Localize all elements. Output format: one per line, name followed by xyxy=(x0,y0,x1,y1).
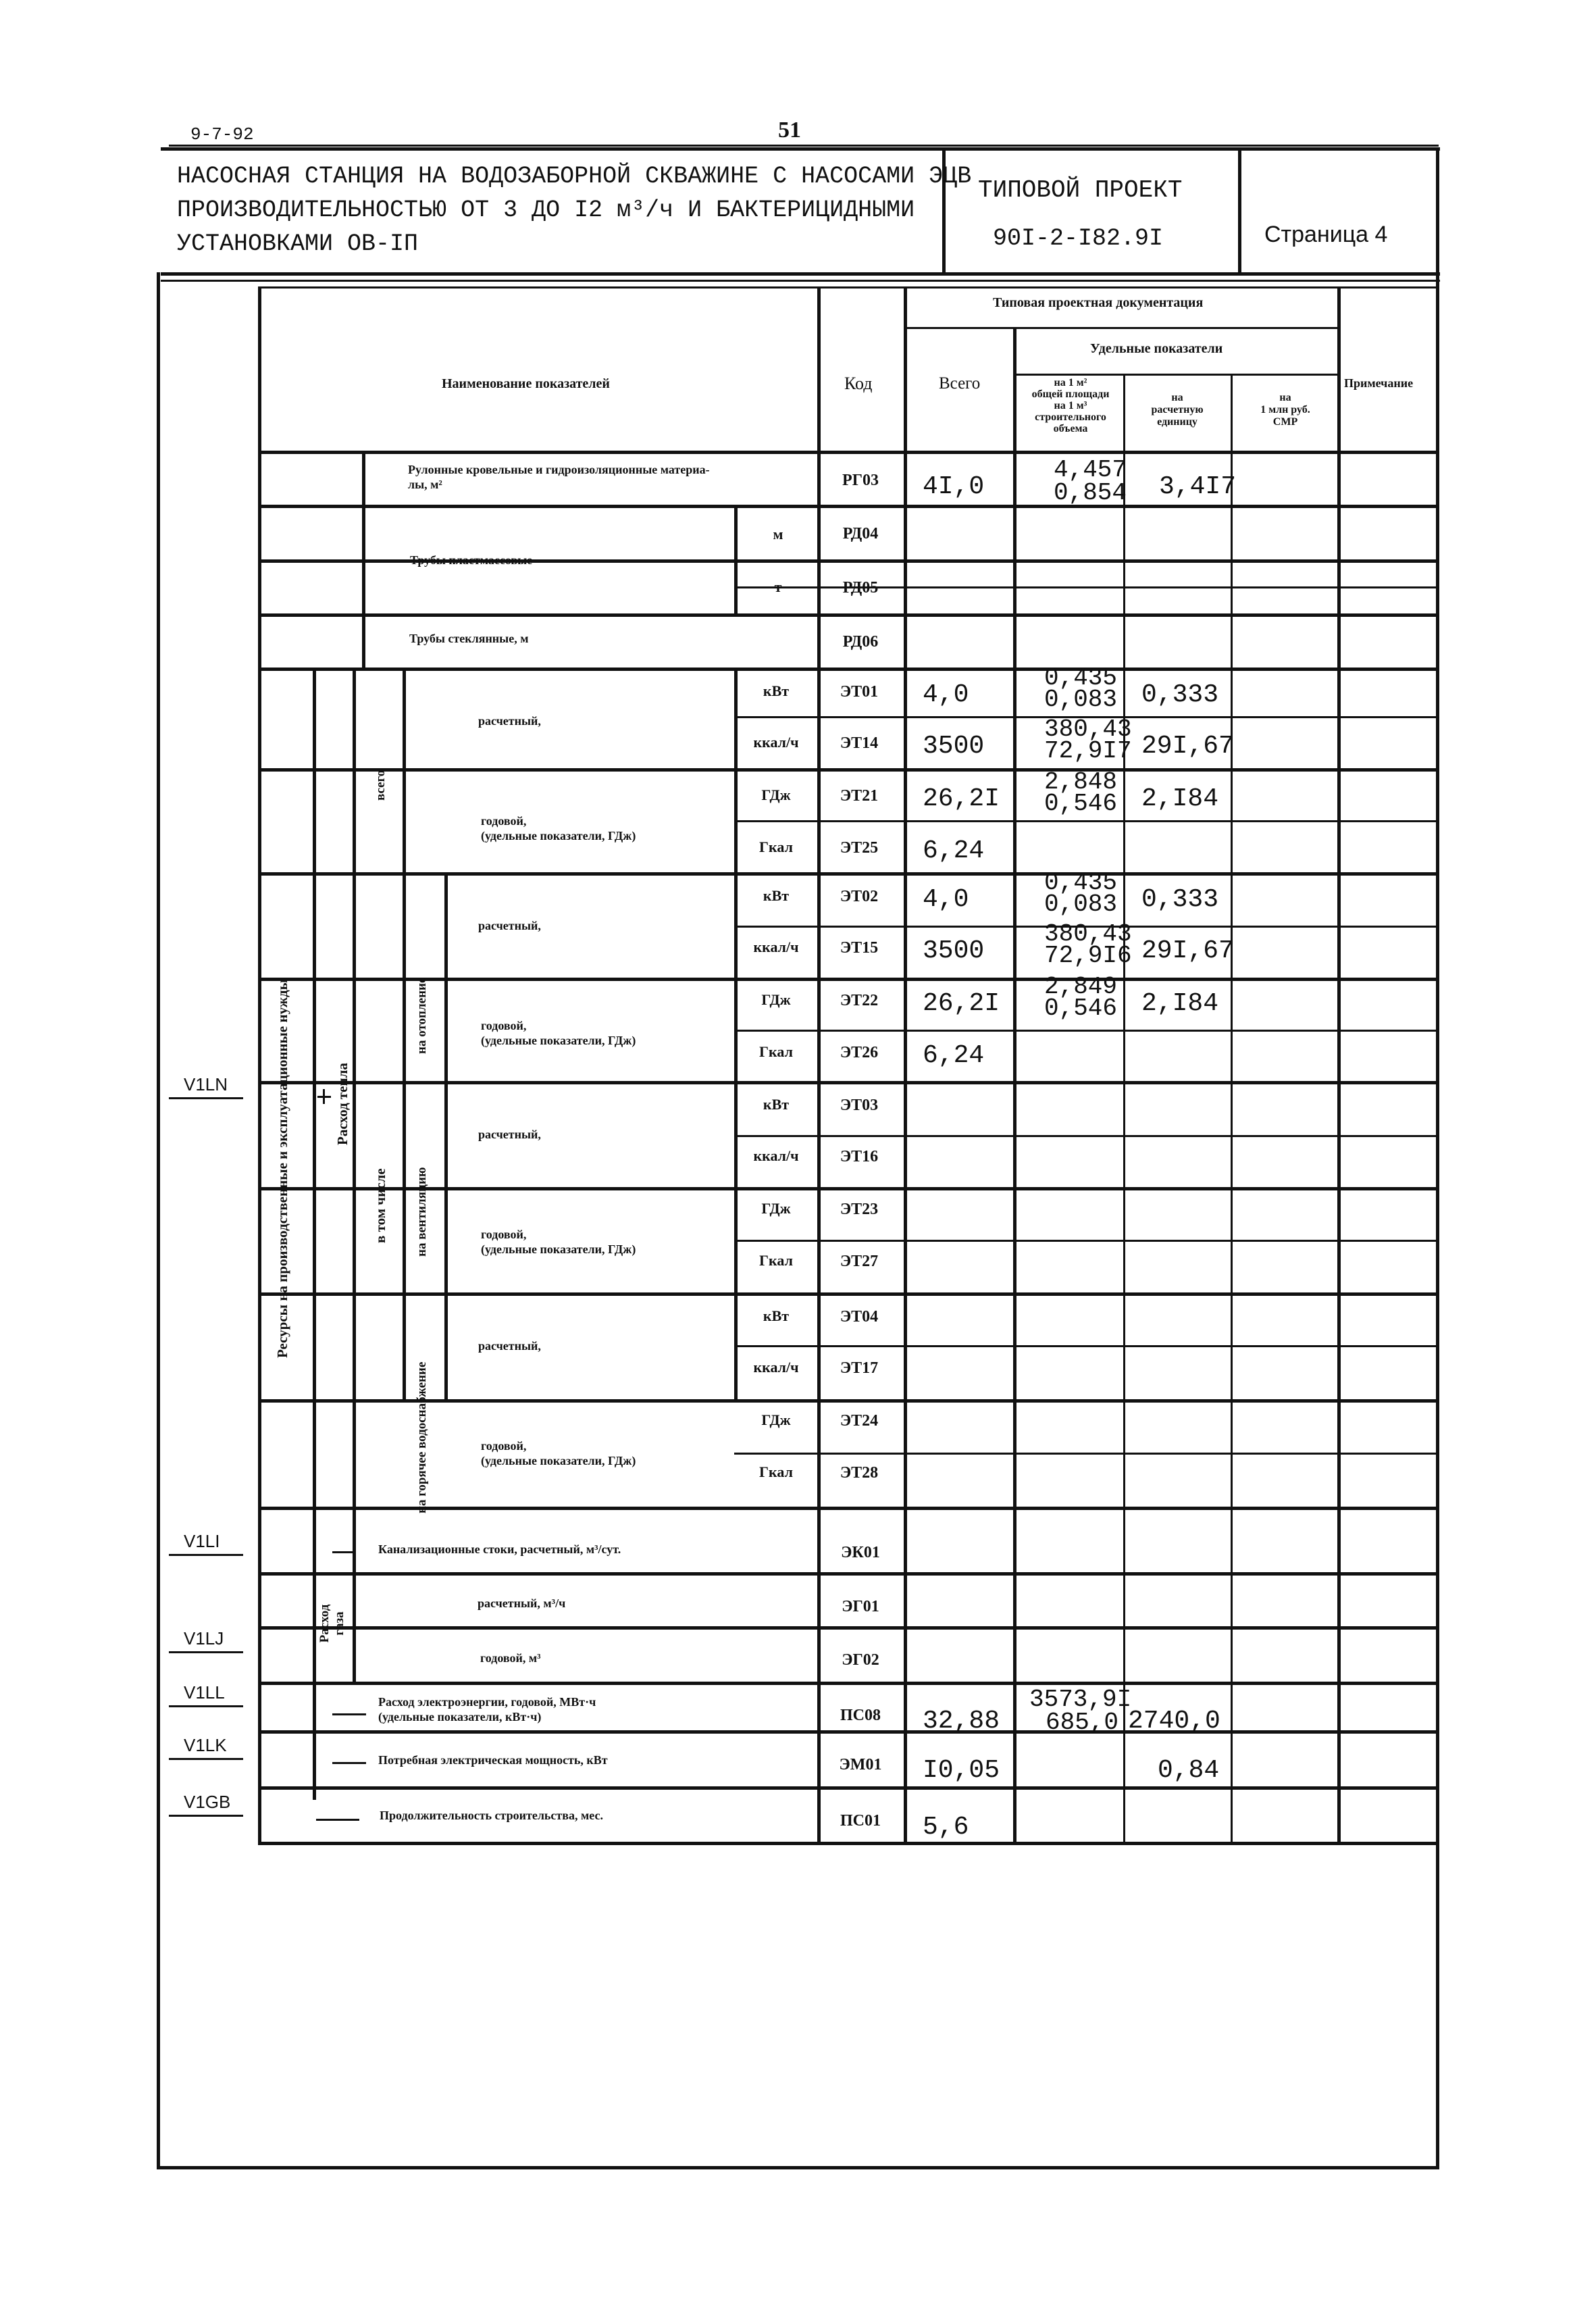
grid-line xyxy=(258,1572,1436,1576)
grid-line xyxy=(734,1135,1436,1137)
side-code-underline xyxy=(169,1815,243,1817)
roofing-per-unit: 3,4I7 xyxy=(1159,472,1237,501)
grid-line xyxy=(258,1292,1436,1296)
code-eg02: ЭГ02 xyxy=(842,1651,879,1669)
grid-line xyxy=(403,668,406,1399)
grid-line xyxy=(353,668,356,1572)
grid-line xyxy=(444,872,448,1399)
code-cell: ЭТ17 xyxy=(840,1359,879,1377)
power-total: I0,05 xyxy=(923,1756,1000,1785)
header-code: Код xyxy=(844,374,873,393)
group-label-heat_hotwater: на горячее водоснабжение xyxy=(415,1361,429,1513)
electricity-area-top: 3573,9I xyxy=(1029,1686,1132,1713)
unit-cell: Гкал xyxy=(759,1463,793,1480)
group-label-heat_vent: на вентиляцию xyxy=(415,1167,429,1257)
frame-right xyxy=(1436,272,1439,2169)
glass-pipes-label: Трубы стеклянные, м xyxy=(409,632,529,645)
header-note: Примечание xyxy=(1344,376,1414,390)
code-cell: ЭТ16 xyxy=(840,1148,879,1165)
code-cell: ЭТ24 xyxy=(840,1412,879,1430)
unit-cell: ГДж xyxy=(761,786,791,803)
project-number: 90I-2-I82.9I xyxy=(993,225,1164,252)
total-cell: 26,2I xyxy=(923,989,1000,1018)
unit-cell: кВт xyxy=(763,682,790,699)
electricity-label: Расход электроэнергии, годовой, МВт·ч (удельные показатели, кВт·ч) xyxy=(378,1695,596,1724)
header-per-mln: на 1 млн руб. СМР xyxy=(1260,392,1310,428)
electricity-area-bot: 685,0 xyxy=(1046,1709,1119,1736)
unit-cell: кВт xyxy=(763,1307,790,1324)
title-line-2: ПРОИЗВОДИТЕЛЬНОСТЬЮ ОТ 3 ДО I2 м³/ч И БАКТЕРИЦИДНЫМИ xyxy=(177,197,915,224)
gas-calc-label: расчетный, м³/ч xyxy=(478,1596,566,1610)
year-label: годовой, xyxy=(481,1439,527,1453)
area-cell: 2,848 xyxy=(1044,768,1118,796)
grid-line xyxy=(1013,374,1337,376)
grid-line xyxy=(353,1572,356,1682)
grid-line xyxy=(258,768,1436,772)
grid-line xyxy=(1123,374,1125,1842)
code-cell: ЭТ15 xyxy=(840,939,879,957)
code-cell: ЭТ14 xyxy=(840,734,879,752)
side-code-underline xyxy=(169,1097,243,1099)
grid-line xyxy=(258,451,1436,454)
header-specific: Удельные показатели xyxy=(1090,341,1223,356)
area-cell: 0,546 xyxy=(1044,790,1118,818)
unit-cell: кВт xyxy=(763,1096,790,1113)
code-em01: ЭМ01 xyxy=(839,1756,882,1774)
side-code-v1li: V1LI xyxy=(184,1531,220,1551)
roofing-total: 4I,0 xyxy=(923,472,985,501)
grid-line xyxy=(904,327,1337,329)
header-per-unit: на расчетную единицу xyxy=(1151,392,1204,428)
total-cell: 6,24 xyxy=(923,1041,985,1070)
sewage-label: Канализационные стоки, расчетный, м³/сут. xyxy=(378,1542,621,1556)
code-rd04: РД04 xyxy=(842,525,879,543)
per-unit-cell: 29I,67 xyxy=(1141,936,1234,965)
code-ps01: ПС01 xyxy=(840,1812,881,1830)
duration-total: 5,6 xyxy=(923,1813,969,1842)
code-cell: ЭТ02 xyxy=(840,888,879,905)
unit-cell: ккал/ч xyxy=(753,1359,799,1376)
area-cell: 380,43 xyxy=(1044,920,1132,948)
vertical-heat-flow: Расход тепла xyxy=(334,1063,351,1145)
grid-line xyxy=(904,286,907,1842)
area-cell: 0,083 xyxy=(1044,890,1118,918)
header-per-area: на 1 м² общей площади на 1 м³ строительного объема xyxy=(1031,377,1110,434)
code-cell: ЭТ26 xyxy=(840,1044,879,1061)
roofing-area-bot: 0,854 xyxy=(1054,479,1127,507)
side-code-underline xyxy=(169,1651,243,1653)
grid-line xyxy=(734,820,1436,822)
code-rd06: РД06 xyxy=(842,633,879,651)
gas-year-label: годовой, м³ xyxy=(480,1651,541,1665)
total-cell: 6,24 xyxy=(923,836,985,865)
unit-cell: Гкал xyxy=(759,1043,793,1060)
unit-cell: кВт xyxy=(763,887,790,904)
grid-line xyxy=(258,1507,1436,1510)
calc-label: расчетный, xyxy=(478,714,541,728)
unit-cell: ккал/ч xyxy=(753,734,799,751)
code-eg01: ЭГ01 xyxy=(842,1598,879,1615)
grid-line xyxy=(313,1507,316,1800)
side-code-v1lk: V1LK xyxy=(184,1735,227,1755)
side-code-v1ll: V1LL xyxy=(184,1682,225,1703)
vertical-including: в том числе xyxy=(372,1168,388,1243)
date-code: 9-7-92 xyxy=(190,124,254,145)
unit-cell: Гкал xyxy=(759,1252,793,1269)
grid-line xyxy=(1337,286,1341,1842)
frame-left xyxy=(157,272,160,2169)
year-label: годовой, xyxy=(481,1019,527,1032)
per-unit-cell: 0,333 xyxy=(1141,885,1219,914)
grid-line xyxy=(258,286,261,1842)
code-cell: ЭТ01 xyxy=(840,683,879,701)
grid-line xyxy=(258,978,1436,981)
electricity-per-unit: 2740,0 xyxy=(1128,1707,1220,1736)
code-cell: ЭТ21 xyxy=(840,787,879,805)
per-unit-cell: 2,I84 xyxy=(1141,784,1219,813)
grid-line xyxy=(734,1030,1436,1032)
plastic-pipes-label: Трубы пластмассовые xyxy=(410,553,533,567)
per-unit-cell: 2,I84 xyxy=(1141,989,1219,1018)
area-cell: 0,083 xyxy=(1044,686,1118,713)
per-unit-cell: 29I,67 xyxy=(1141,732,1234,761)
grid-line xyxy=(258,1786,1436,1790)
electricity-total: 32,88 xyxy=(923,1707,1000,1736)
unit-cell: ГДж xyxy=(761,1200,791,1217)
area-cell: 72,9I7 xyxy=(1044,737,1132,765)
code-rg03: РГ03 xyxy=(842,472,879,489)
plastic-pipes-unit-m: м xyxy=(773,526,783,543)
code-cell: ЭТ04 xyxy=(840,1308,879,1326)
frame-bottom xyxy=(157,2166,1439,2169)
grid-line xyxy=(258,1682,1436,1685)
unit-cell: ГДж xyxy=(761,1411,791,1428)
area-cell: 0,546 xyxy=(1044,995,1118,1022)
calc-label: расчетный, xyxy=(478,919,541,932)
unit-cell: Гкал xyxy=(759,838,793,855)
side-code-v1lj: V1LJ xyxy=(184,1628,224,1649)
grid-line xyxy=(258,286,1436,288)
calc-label: расчетный, xyxy=(478,1339,541,1353)
year-label: годовой, xyxy=(481,814,527,828)
header-name: Наименование показателей xyxy=(442,376,610,391)
grid-line xyxy=(258,1626,1436,1630)
code-rd05: РД05 xyxy=(842,579,879,597)
vertical-gas-flow: Расход газа xyxy=(317,1604,346,1643)
row-roofing-label: Рулонные кровельные и гидроизоляционные материа- лы, м² xyxy=(408,463,710,491)
area-cell: 380,43 xyxy=(1044,715,1132,743)
per-unit-cell: 0,333 xyxy=(1141,680,1219,709)
grid-line xyxy=(734,505,738,614)
side-code-v1ln: V1LN xyxy=(184,1074,228,1095)
area-cell: 2,849 xyxy=(1044,973,1118,1001)
grid-line xyxy=(258,668,1436,671)
side-code-underline xyxy=(169,1554,243,1556)
group-label-heat_total: всего xyxy=(374,770,388,801)
total-cell: 3500 xyxy=(923,732,985,761)
total-cell: 3500 xyxy=(923,936,985,965)
year-label: годовой, xyxy=(481,1228,527,1241)
grid-line xyxy=(362,451,365,668)
side-code-v1gb: V1GB xyxy=(184,1792,231,1812)
plastic-pipes-unit-t: т xyxy=(774,578,782,595)
side-code-underline xyxy=(169,1705,243,1707)
header-typical-docs: Типовая проектная документация xyxy=(993,295,1204,310)
code-ps08: ПС08 xyxy=(840,1707,881,1724)
grid-line xyxy=(258,505,1436,508)
total-cell: 4,0 xyxy=(923,680,969,709)
calc-label: расчетный, xyxy=(478,1128,541,1141)
roofing-area-top: 4,457 xyxy=(1054,456,1127,484)
title-line-1: НАСОСНАЯ СТАНЦИЯ НА ВОДОЗАБОРНОЙ СКВАЖИНЕ С НАСОСАМИ ЭЦВ xyxy=(177,163,972,190)
code-cell: ЭТ25 xyxy=(840,839,879,857)
code-cell: ЭТ28 xyxy=(840,1464,879,1482)
year-label: (удельные показатели, ГДж) xyxy=(481,829,636,842)
code-cell: ЭТ22 xyxy=(840,992,879,1009)
project-label: ТИПОВОЙ ПРОЕКТ xyxy=(978,176,1183,204)
grid-line xyxy=(258,1842,1436,1845)
grid-line xyxy=(258,872,1436,876)
grid-line xyxy=(258,1187,1436,1190)
duration-label: Продолжительность строительства, мес. xyxy=(380,1809,603,1822)
grid-line xyxy=(734,668,738,1399)
code-ek01: ЭК01 xyxy=(841,1544,880,1561)
code-cell: ЭТ27 xyxy=(840,1253,879,1270)
area-cell: 0,435 xyxy=(1044,869,1118,897)
grid-line xyxy=(1013,327,1016,1842)
year-label: (удельные показатели, ГДж) xyxy=(481,1242,636,1256)
power-per-unit: 0,84 xyxy=(1158,1756,1220,1785)
code-cell: ЭТ23 xyxy=(840,1201,879,1218)
power-label: Потребная электрическая мощность, кВт xyxy=(378,1753,608,1767)
header-total: Всего xyxy=(939,374,981,393)
unit-cell: ГДж xyxy=(761,991,791,1008)
grid-line xyxy=(258,1399,1436,1403)
code-cell: ЭТ03 xyxy=(840,1097,879,1114)
page-number: 51 xyxy=(778,118,801,143)
area-cell: 0,435 xyxy=(1044,664,1118,692)
year-label: (удельные показатели, ГДж) xyxy=(481,1034,636,1047)
sheet-label: Страница 4 xyxy=(1264,222,1388,247)
grid-line xyxy=(734,1240,1436,1242)
side-code-underline xyxy=(169,1758,243,1760)
grid-line xyxy=(313,668,316,1573)
grid-line xyxy=(258,1730,1436,1734)
grid-line xyxy=(734,1453,1436,1455)
unit-cell: ккал/ч xyxy=(753,1147,799,1164)
grid-line xyxy=(258,1081,1436,1084)
total-cell: 4,0 xyxy=(923,885,969,914)
grid-line xyxy=(258,613,1436,617)
title-line-3: УСТАНОВКАМИ ОВ-IП xyxy=(177,230,419,257)
grid-line xyxy=(734,1345,1436,1347)
year-label: (удельные показатели, ГДж) xyxy=(481,1454,636,1467)
grid-line xyxy=(1231,374,1233,1842)
total-cell: 26,2I xyxy=(923,784,1000,813)
unit-cell: ккал/ч xyxy=(753,938,799,955)
vertical-resources: Ресурсы на производственные и эксплуатационные нужды xyxy=(274,978,290,1358)
area-cell: 72,9I6 xyxy=(1044,942,1132,970)
group-label-heat_heating: на отопление xyxy=(415,977,429,1054)
